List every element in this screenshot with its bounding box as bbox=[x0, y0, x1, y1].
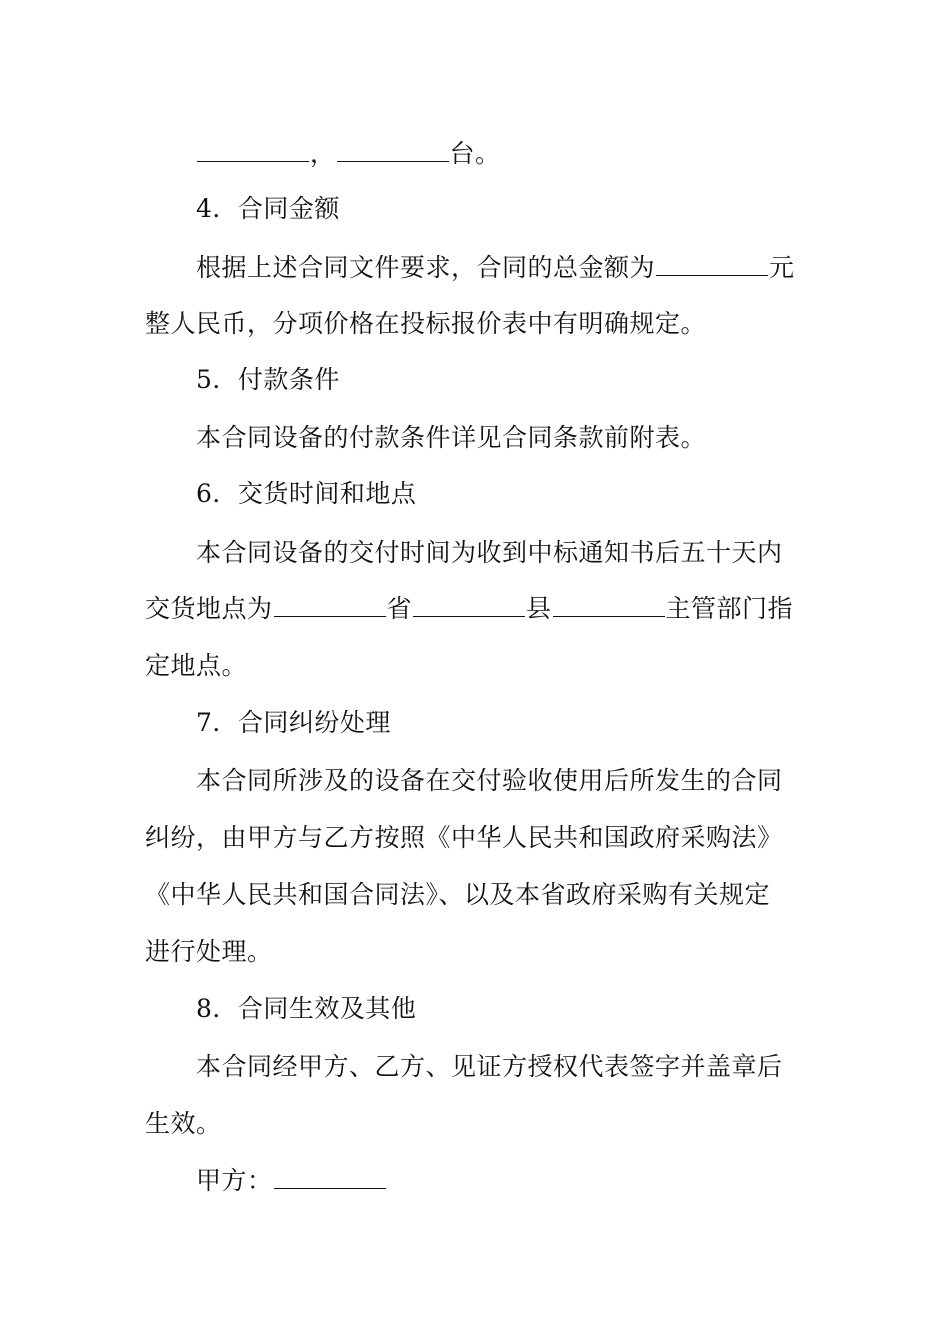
separator-text: ， bbox=[310, 139, 336, 168]
party-a-label: 甲方： bbox=[196, 1166, 273, 1195]
section-4-heading: 4．合同金额 bbox=[196, 194, 340, 223]
section-6-body-line-2 bbox=[145, 592, 793, 626]
section-7-body-line-1: 本合同所涉及的设备在交付验收使用后所发生的合同 bbox=[196, 766, 783, 795]
section-7-heading: 7．合同纠纷处理 bbox=[196, 708, 391, 737]
paragraph-text: 交货地点为 bbox=[145, 594, 273, 623]
section-8-body-line-2: 生效。 bbox=[145, 1109, 222, 1138]
unit-text: 台。 bbox=[449, 139, 501, 168]
amount-blank bbox=[656, 253, 768, 276]
quantity-line bbox=[196, 137, 501, 171]
section-6-heading: 6．交货时间和地点 bbox=[196, 479, 417, 508]
paragraph-text: 省 bbox=[386, 594, 413, 623]
section-8-body-line-1: 本合同经甲方、乙方、见证方授权代表签字并盖章后 bbox=[196, 1052, 783, 1081]
section-7-body-line-3: 《中华人民共和国合同法》、以及本省政府采购有关规定 bbox=[145, 880, 771, 909]
section-4-body-line-2: 整人民币，分项价格在投标报价表中有明确规定。 bbox=[145, 309, 707, 338]
paragraph-text: 元 bbox=[769, 253, 795, 282]
blank-field bbox=[197, 139, 309, 162]
party-a-signature-line bbox=[196, 1164, 387, 1198]
section-6-body-line-1: 本合同设备的交付时间为收到中标通知书后五十天内 bbox=[196, 538, 783, 567]
section-7-body-line-4: 进行处理。 bbox=[145, 937, 273, 966]
department-blank bbox=[553, 594, 665, 617]
section-8-heading: 8．合同生效及其他 bbox=[196, 994, 417, 1023]
blank-field bbox=[337, 139, 449, 162]
party-a-blank bbox=[274, 1166, 386, 1189]
section-4-body-line-1 bbox=[196, 251, 795, 285]
county-blank bbox=[413, 594, 525, 617]
paragraph-text: 根据上述合同文件要求，合同的总金额为 bbox=[196, 253, 656, 282]
section-7-body-line-2: 纠纷，由甲方与乙方按照《中华人民共和国政府采购法》 bbox=[145, 823, 783, 852]
paragraph-text: 县 bbox=[526, 594, 552, 623]
section-6-body-line-3: 定地点。 bbox=[145, 651, 248, 680]
paragraph-text: 主管部门指 bbox=[665, 594, 794, 623]
province-blank bbox=[274, 594, 386, 617]
section-5-body: 本合同设备的付款条件详见合同条款前附表。 bbox=[196, 423, 707, 452]
section-5-heading: 5．付款条件 bbox=[196, 365, 340, 394]
